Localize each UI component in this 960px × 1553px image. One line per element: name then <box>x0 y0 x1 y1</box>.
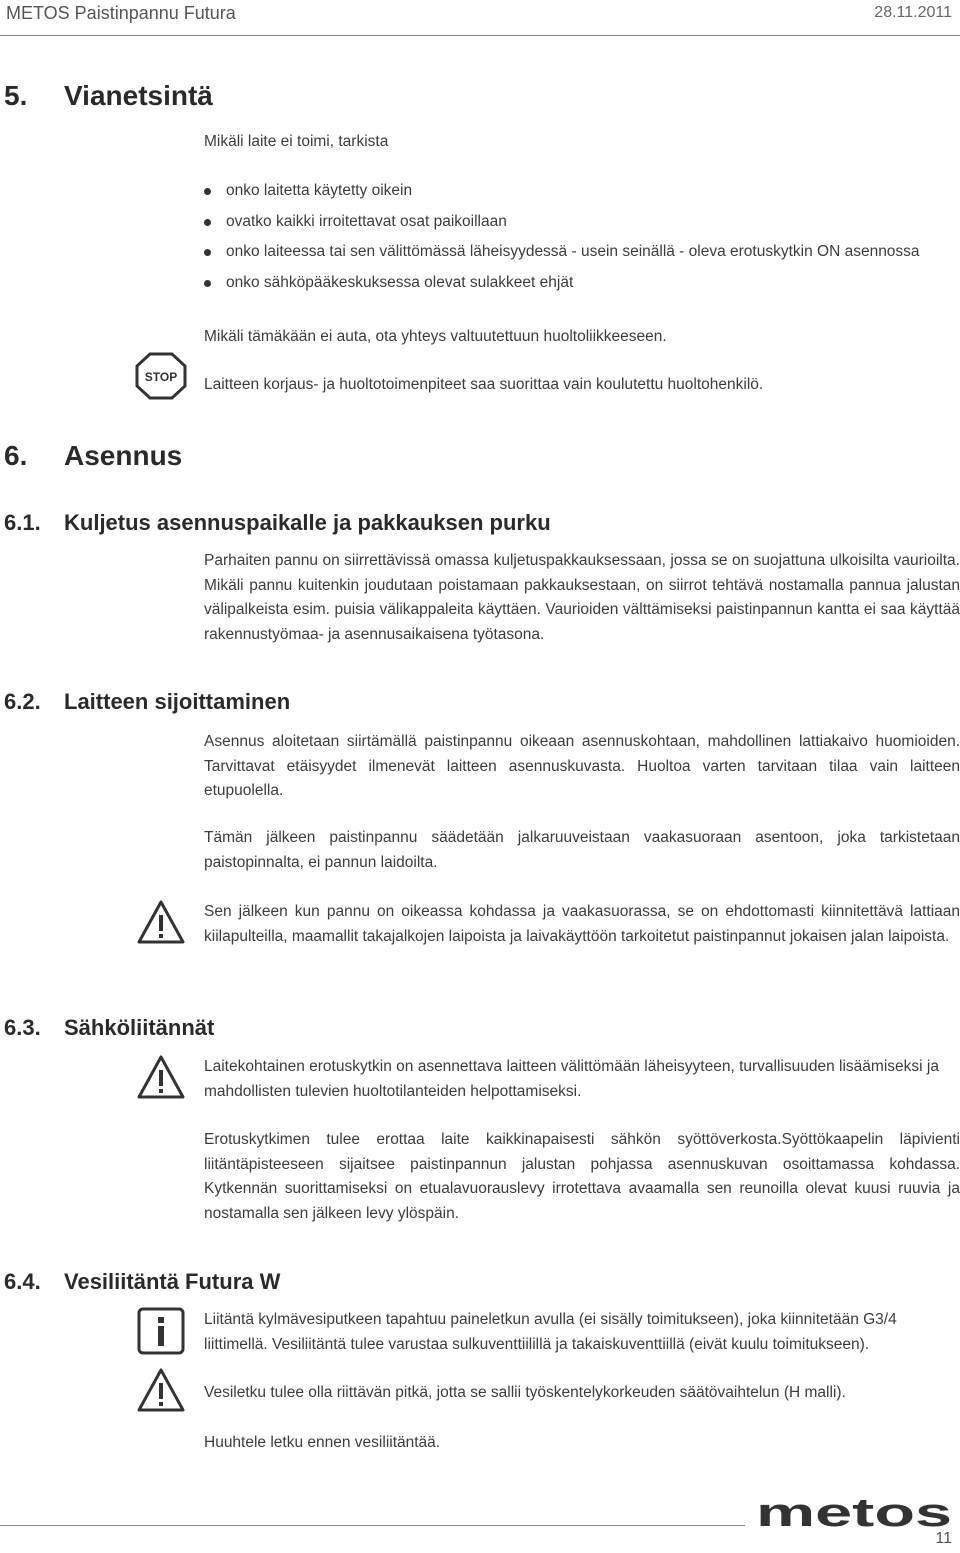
section-6-4-heading <box>4 1269 280 1295</box>
list-item: ovatko kaikki irroitettavat osat paikoillaan <box>204 207 960 238</box>
section-title: Laitteen sijoittaminen <box>64 689 291 714</box>
metos-logo <box>756 1496 956 1530</box>
info-icon <box>136 1306 186 1356</box>
document-title: METOS Paistinpannu Futura <box>6 3 236 23</box>
section-6-3-heading <box>4 1015 214 1041</box>
section-title: Vesiliitäntä Futura W <box>64 1269 281 1294</box>
section-6-1-heading <box>4 510 551 536</box>
section-title: Kuljetus asennuspaikalle ja pakkauksen purku <box>64 510 551 535</box>
stop-icon <box>135 352 187 400</box>
paragraph: Vesiletku tulee olla riittävän pitkä, jotta se sallii työskentelykorkeuden säätövaihtelun (H malli). <box>204 1384 846 1401</box>
paragraph: Laitteen korjaus- ja huoltotoimenpiteet saa suorittaa vain koulutettu huoltohenkilö. <box>204 376 764 393</box>
document-date: 28.11.2011 <box>874 4 952 21</box>
paragraph: Mikäli laite ei toimi, tarkista <box>204 133 389 150</box>
paragraph: Liitäntä kylmävesiputkeen tapahtuu paineletkun avulla (ei sisälly toimitukseen), joka kiinnitetään G3/4 liittimellä. Vesiliitäntä tulee varustaa sulkuventtiilillä ja takaiskuventtiillä (eivät kuulu toimitukseen). <box>204 1311 897 1353</box>
paragraph: Erotuskytkimen tulee erottaa laite kaikkinapaisesti sähkön syöttöverkosta.Syöttökaapelin läpivienti liitäntäpisteeseen sijaitsee paistinpannun jalustan pohjassa asennuskuvan osoittamassa kohdassa. Kytkennän suorittamiseksi on etualavuorauslevy irrotettava avaamalla sen reunoilla olevat kuusi ruuvia ja nostamalla sen jälkeen levy ylöspäin. <box>204 1131 960 1222</box>
section-title: Sähköliitännät <box>64 1015 215 1040</box>
section-number: 5. <box>4 80 28 111</box>
paragraph: Asennus aloitetaan siirtämällä paistinpannu oikeaan asennuskohtaan, mahdollinen lattiakaivo huomioiden. Tarvittavat etäisyydet ilmenevät laitteen asennuskuvasta. Huoltoa varten tarvitaan tilaa vain laitteen etupuolella. <box>204 733 960 799</box>
section-number: 6.1. <box>4 510 41 535</box>
section-title: Vianetsintä <box>64 80 213 111</box>
paragraph: Sen jälkeen kun pannu on oikeassa kohdassa ja vaakasuorassa, se on ehdottomasti kiinnitettävä lattiaan kiilapulteilla, maamallit takajalkojen laipoista ja laivakäyttöön tarkoitetut paistinpannut jokaisen jalan laipoista. <box>204 903 960 945</box>
section-6-2-heading <box>4 689 290 715</box>
logo-text: metos <box>756 1496 952 1530</box>
stop-icon-label: STOP <box>144 370 178 384</box>
paragraph: Huuhtele letku ennen vesiliitäntää. <box>204 1434 441 1451</box>
checklist <box>204 176 960 298</box>
list-item: onko laitetta käytetty oikein <box>204 176 960 207</box>
paragraph: Parhaiten pannu on siirrettävissä omassa kuljetuspakkauksessaan, jossa se on suojattuna ulkoisilta vaurioilta. Mikäli pannu kuitenkin joudutaan poistamaan pakkauksestaan, on siirrot tehtävä nostamalla pannua jalustan välipalkeista esim. puisia välikappaleita käyttäen. Vaurioiden välttämiseksi paistinpannun kantta ei saa käyttää rakennustyömaa- ja asennusaikaisena työtasona. <box>204 552 960 643</box>
warning-icon <box>136 1366 186 1416</box>
paragraph: Tämän jälkeen paistinpannu säädetään jalkaruuveistaan vaakasuoraan asentoon, joka tarkistetaan paistopinnalta, ei pannun laidoilta. <box>204 829 960 871</box>
section-5-heading <box>4 80 213 112</box>
section-number: 6.3. <box>4 1015 41 1040</box>
paragraph: Laitekohtainen erotuskytkin on asennettava laitteen välittömään läheisyyteen, turvallisuuden lisäämiseksi ja mahdollisten tulevien huoltotilanteiden helpottamiseksi. <box>204 1058 939 1100</box>
section-number: 6.4. <box>4 1269 41 1294</box>
paragraph: Mikäli tämäkään ei auta, ota yhteys valtuutettuun huoltoliikkeeseen. <box>204 328 667 345</box>
list-item: onko sähköpääkeskuksessa olevat sulakkeet ehjät <box>204 268 960 299</box>
warning-icon <box>136 1053 186 1103</box>
section-number: 6.2. <box>4 689 41 714</box>
footer-divider <box>0 1525 745 1526</box>
section-number: 6. <box>4 440 28 471</box>
page-number: 11 <box>935 1530 952 1547</box>
section-title: Asennus <box>64 440 183 471</box>
header-divider <box>0 35 960 36</box>
list-item: onko laiteessa tai sen välittömässä läheisyydessä - usein seinällä - oleva erotuskytkin ON asennossa <box>204 237 960 268</box>
section-6-heading <box>4 440 182 472</box>
warning-icon <box>136 898 186 948</box>
